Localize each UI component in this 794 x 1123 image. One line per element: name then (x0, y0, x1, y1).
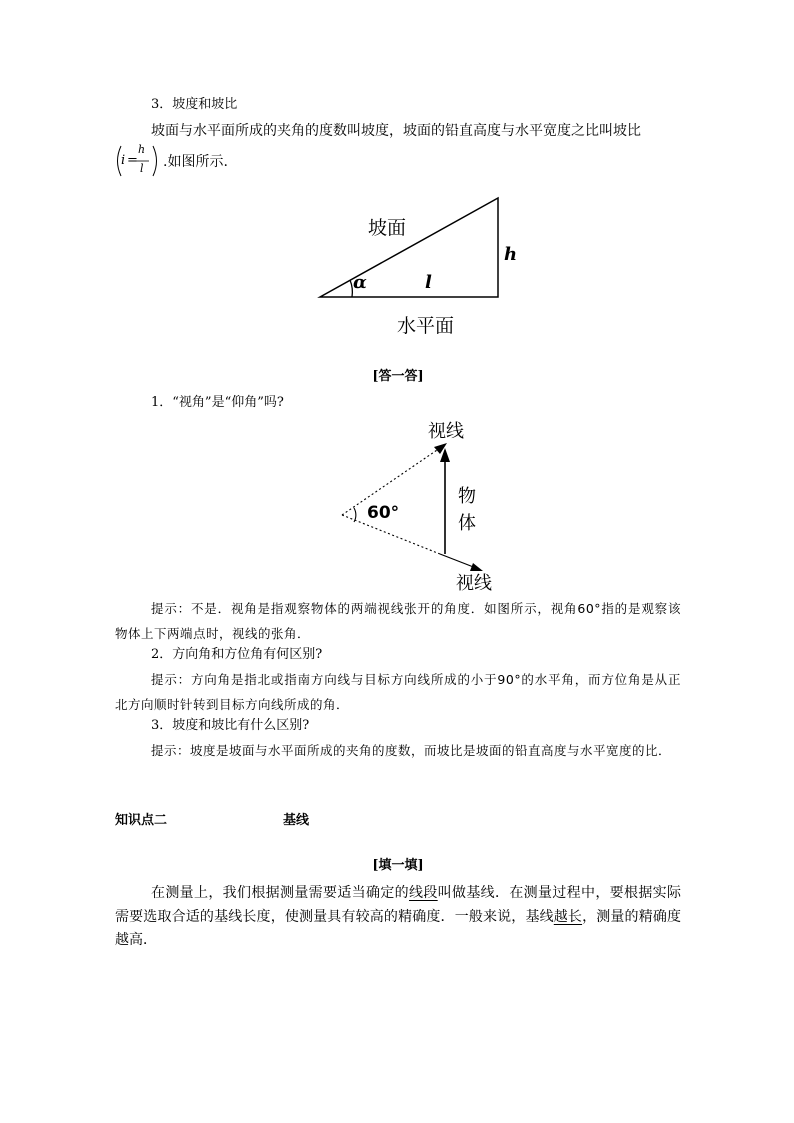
formula-numerator: h (138, 143, 146, 156)
fill-blank-2: 越长 (553, 908, 583, 925)
fill-paragraph (115, 882, 681, 953)
section-heading: 3．坡度和坡比 (151, 97, 238, 112)
qa-heading: [答一答] (372, 369, 424, 384)
label-sightline-top: 视线 (428, 421, 464, 442)
label-horizontal-plane: 水平面 (397, 315, 455, 337)
formula-i: i (121, 153, 126, 168)
definition-line: 坡面与水平面所成的夹角的度数叫坡度，坡面的铅直高度与水平宽度之比叫坡比 (151, 123, 641, 139)
fill-text-1: 在测量上，我们根据测量需要适当确定的 (151, 885, 409, 901)
knowledge-point-title: 基线 (283, 813, 310, 828)
label-height-h: h (504, 244, 518, 265)
label-view-angle: 60° (367, 503, 400, 523)
question-2: 2．方向角和方位角有何区别? (151, 647, 323, 662)
label-slope-surface: 坡面 (368, 217, 407, 239)
fill-text-3: ，测量的精确度越高． (115, 908, 682, 948)
view-angle-figure (330, 412, 510, 592)
answer-2: 提示：方向角是指北或指南方向线与目标方向线所成的小于90°的水平角，而方位角是从正北方向顺时针转到目标方向线所成的角． (115, 672, 681, 712)
answer-3: 提示：坡度是坡面与水平面所成的夹角的度数，而坡比是坡面的铅直高度与水平宽度的比． (151, 743, 672, 758)
knowledge-point-label: 知识点二 (115, 813, 168, 828)
formula-eq: = (127, 153, 138, 168)
fill-blank-1: 线段 (409, 885, 438, 901)
label-sightline-bottom: 视线 (456, 573, 492, 594)
label-alpha: α (353, 272, 367, 293)
label-object-2: 体 (458, 513, 476, 534)
label-object-1: 物 (458, 486, 476, 507)
answer-1: 提示：不是．视角是指观察物体的两端视线张开的角度．如图所示，视角60°指的是观察该物体上下两端点时，视线的张角． (115, 601, 681, 641)
fill-heading: [填一填] (372, 858, 424, 873)
label-length-l: l (425, 272, 432, 293)
view-angle-diagram (330, 412, 510, 592)
formula-line (113, 143, 413, 179)
question-3: 3．坡度和坡比有什么区别? (151, 718, 310, 733)
slope-figure (300, 190, 540, 340)
question-1: 1．“视角”是“仰角”吗? (151, 395, 284, 410)
formula-denominator: l (140, 162, 144, 175)
formula-tail: .如图所示. (163, 154, 228, 170)
fill-text-2: 叫做基线．在测量过程中，要根据实际需要选取合适的基线长度，使测量具有较高的精确度．一般来说，基线 (115, 885, 682, 925)
